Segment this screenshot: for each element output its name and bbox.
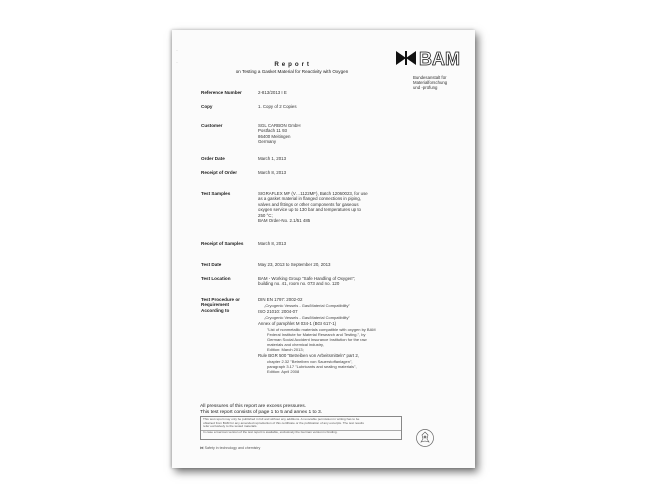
- procedure-label-line: According to: [201, 307, 230, 313]
- customer-address: [258, 123, 301, 145]
- receipt-samples-value: March 8, 2013: [258, 241, 287, 246]
- test-samples-line: SIGRAFLEX MF (V…1122MF), Batch 12060023, for use: [258, 191, 368, 196]
- procedure-label-line: Test Procedure or: [201, 297, 240, 302]
- legal-notice-box: [200, 416, 402, 440]
- footer-pages-note: This test report consists of page 1 to 5 and annex 1 to 3.: [200, 409, 323, 415]
- procedure-label-line: Requirement: [201, 302, 230, 308]
- annex-line: Edition: March 2013;: [267, 347, 304, 352]
- org-line: und -prüfung: [413, 85, 438, 91]
- organization-name: [413, 75, 447, 91]
- test-location-value: [258, 276, 355, 287]
- legal-notice-line: In case a German version of the test report is available, exclusively the German version is binding.: [203, 430, 338, 434]
- test-samples-line: as a gasket material in flanged connections in piping,: [258, 196, 361, 202]
- test-samples-line: BAM Order-No. 2.1/51 485: [258, 218, 311, 224]
- rule-line: chapter 2.32 "Betreiben von Sauerstoffanlagen",: [267, 359, 353, 364]
- procedure-annex-text: [267, 327, 376, 352]
- annex-line: materials and chemical industry,: [267, 342, 324, 347]
- reference-label: Reference Number: [201, 90, 242, 95]
- receipt-order-value: March 8, 2013: [258, 170, 287, 175]
- rule-line: paragraph 3.17 "Lubricants and sealing materials",: [267, 364, 357, 369]
- footer-pressure-note: All pressures of this report are excess pressures.: [200, 404, 307, 409]
- procedure-rule-text: [267, 359, 357, 374]
- test-samples-line: valves and fittings or other components for gaseous: [258, 201, 359, 207]
- procedure-std1-sub: „Cryogenic Vessels - Gas/Material Compatibility": [264, 303, 350, 308]
- copy-label: Copy: [201, 104, 213, 109]
- test-location-line: building no. 41, room no. 073 and no. 120: [258, 281, 340, 287]
- copy-value: 1. Copy of 2 Copies: [258, 104, 297, 109]
- report-title: R e p o r t: [274, 61, 310, 68]
- org-line: Materialforschung: [413, 80, 448, 86]
- annex-line: Federal Institute for Material Research and Testing.", by: [267, 332, 366, 337]
- test-samples-description: [258, 191, 368, 223]
- test-date-label: Test Date: [201, 262, 222, 267]
- test-samples-line: oxygen service up to 130 bar and temperatures up to: [258, 207, 361, 213]
- annex-line: German Social Accident Insurance Institution for the raw: [267, 337, 367, 342]
- official-seal-icon: [415, 428, 435, 448]
- test-date-value: May 23, 2013 to September 20, 2013: [258, 262, 331, 267]
- customer-label: Customer: [201, 123, 223, 128]
- bam-logo-text: BAM: [419, 49, 460, 69]
- order-date-value: March 1, 2013: [258, 156, 287, 161]
- reference-value: 2-813/2013 I E: [258, 90, 287, 95]
- rule-line: Edition: April 2008: [267, 369, 300, 374]
- bam-mini-logo-icon: ⋈: [200, 446, 204, 450]
- test-samples-label: Test Samples: [201, 191, 231, 196]
- tagline: [200, 446, 260, 450]
- order-date-label: Order Date: [201, 156, 225, 161]
- test-samples-line: 250 °C;: [258, 212, 273, 218]
- org-line: Bundesanstalt für: [413, 75, 447, 80]
- test-location-line: BAM - Working Group "Safe Handling of Oxygen";: [258, 276, 356, 281]
- customer-line: Germany: [258, 139, 277, 145]
- procedure-label: [201, 297, 240, 313]
- legal-notice-line: obtained from BAM for any amended reproduction of this certificate or the publication of any excerpts. The test results: [203, 420, 364, 425]
- procedure-std2-sub: „Cryogenic Vessels - Gas/Material Compatibility": [264, 315, 350, 320]
- procedure-std1: DIN EN 1797: 2002-02: [258, 297, 303, 302]
- procedure-rule: Rule BGR 500 "Betreiben von Arbeitsmitteln" part 2,: [258, 353, 359, 358]
- customer-line: Postfach 11 93: [258, 128, 287, 134]
- legal-notice-line: refer exclusively to the tested materials.: [203, 424, 258, 429]
- report-page: [172, 30, 475, 468]
- legal-notice-line: This test report may only be published in full and without any additions. A revocable permission in writing has to be: [203, 417, 360, 421]
- report-subtitle: on Testing a Gasket Material for Reactivity with Oxygen: [235, 69, 349, 74]
- test-location-label: Test Location: [201, 276, 231, 281]
- receipt-order-label: Receipt of Order: [201, 170, 237, 175]
- customer-line: SGL CARBON GmbH: [258, 123, 301, 128]
- receipt-samples-label: Receipt of Samples: [201, 241, 244, 246]
- bam-logo: [394, 46, 464, 70]
- hole-punch-marks: · ·: [176, 48, 178, 66]
- footer-notes: [200, 404, 322, 416]
- procedure-annex: Annex of pamphlet M 034-1 (BGI 617-1): [258, 321, 337, 326]
- customer-line: 86400 Meitingen: [258, 133, 291, 139]
- tagline-text: Safety in technology and chemistry: [204, 446, 261, 450]
- procedure-std2: ISO 21010: 2004-07: [258, 309, 298, 314]
- annex-line: "List of nonmetallic materials compatible with oxygen by BAM: [267, 327, 376, 332]
